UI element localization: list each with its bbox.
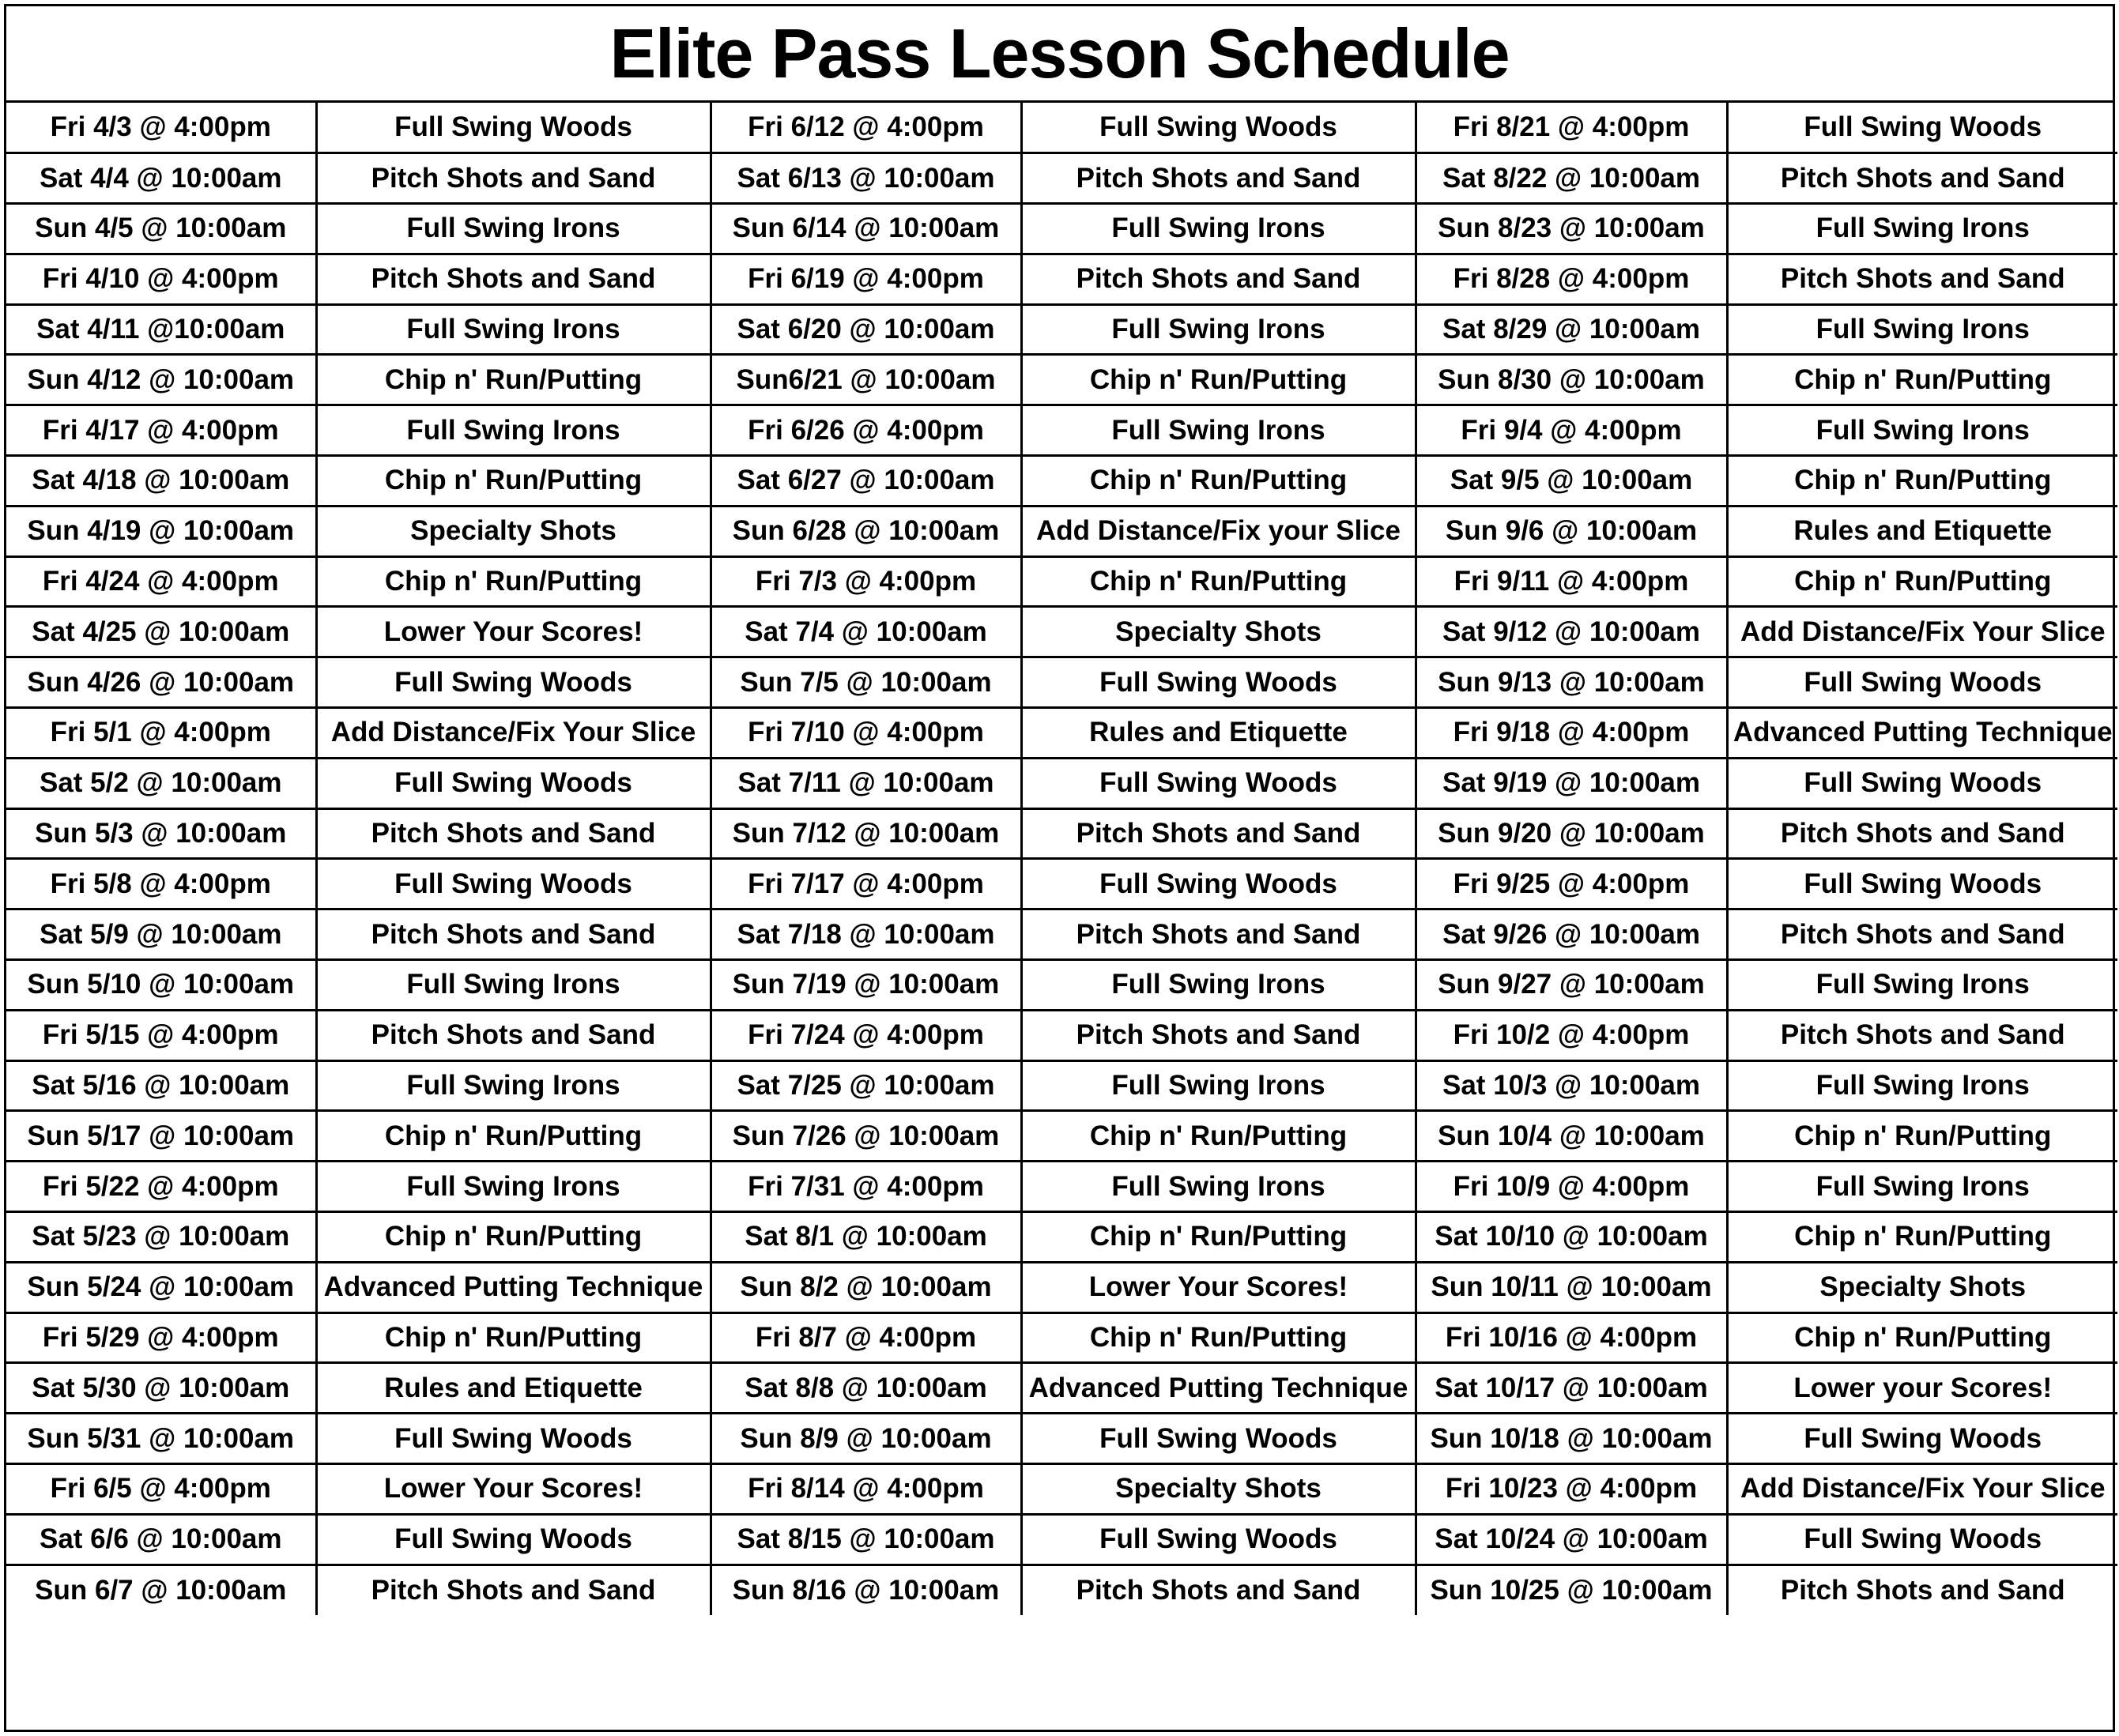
lesson-date-cell: Sat 9/5 @ 10:00am [1416, 456, 1727, 506]
lesson-date-cell: Sat 4/18 @ 10:00am [6, 456, 316, 506]
lesson-topic-cell: Chip n' Run/Putting [1727, 1111, 2117, 1162]
table-row [6, 556, 2117, 607]
lesson-date-cell: Sat 6/13 @ 10:00am [711, 153, 1021, 204]
lesson-topic-cell: Full Swing Irons [1727, 304, 2117, 355]
lesson-date-cell: Sat 10/24 @ 10:00am [1416, 1514, 1727, 1565]
lesson-date-cell: Sun 10/4 @ 10:00am [1416, 1111, 1727, 1162]
lesson-date-cell: Sat 4/4 @ 10:00am [6, 153, 316, 204]
table-row [6, 1111, 2117, 1162]
lesson-topic-cell: Specialty Shots [1021, 1464, 1416, 1515]
lesson-date-cell: Sun 10/25 @ 10:00am [1416, 1565, 1727, 1615]
schedule-title: Elite Pass Lesson Schedule [6, 6, 2113, 103]
lesson-date-cell: Fri 6/5 @ 4:00pm [6, 1464, 316, 1515]
lesson-topic-cell: Pitch Shots and Sand [1727, 254, 2117, 304]
table-row [6, 859, 2117, 909]
lesson-date-cell: Sat 8/1 @ 10:00am [711, 1212, 1021, 1263]
lesson-topic-cell: Full Swing Woods [1727, 1514, 2117, 1565]
table-row [6, 1414, 2117, 1464]
lesson-topic-cell: Full Swing Irons [1021, 1060, 1416, 1111]
lesson-date-cell: Sat 8/8 @ 10:00am [711, 1363, 1021, 1414]
lesson-topic-cell: Full Swing Woods [1021, 657, 1416, 708]
lesson-topic-cell: Lower your Scores! [1727, 1363, 2117, 1414]
lesson-topic-cell: Chip n' Run/Putting [316, 556, 711, 607]
lesson-topic-cell: Full Swing Woods [316, 657, 711, 708]
lesson-topic-cell: Chip n' Run/Putting [1021, 1111, 1416, 1162]
lesson-date-cell: Sat 5/30 @ 10:00am [6, 1363, 316, 1414]
table-row [6, 254, 2117, 304]
table-row [6, 355, 2117, 405]
lesson-topic-cell: Full Swing Irons [1021, 204, 1416, 254]
lesson-date-cell: Sun 9/27 @ 10:00am [1416, 960, 1727, 1011]
lesson-date-cell: Fri 5/8 @ 4:00pm [6, 859, 316, 909]
lesson-topic-cell: Chip n' Run/Putting [1727, 355, 2117, 405]
schedule-table [6, 103, 2117, 1615]
lesson-topic-cell: Pitch Shots and Sand [1727, 1565, 2117, 1615]
lesson-topic-cell: Specialty Shots [1021, 607, 1416, 657]
lesson-date-cell: Fri 7/10 @ 4:00pm [711, 708, 1021, 759]
lesson-date-cell: Fri 8/7 @ 4:00pm [711, 1312, 1021, 1363]
lesson-topic-cell: Full Swing Irons [1727, 1162, 2117, 1212]
lesson-topic-cell: Full Swing Woods [316, 103, 711, 153]
lesson-date-cell: Fri 7/17 @ 4:00pm [711, 859, 1021, 909]
lesson-topic-cell: Full Swing Woods [1021, 1414, 1416, 1464]
lesson-date-cell: Sat 9/19 @ 10:00am [1416, 758, 1727, 808]
lesson-date-cell: Fri 10/2 @ 4:00pm [1416, 1010, 1727, 1060]
lesson-date-cell: Fri 5/1 @ 4:00pm [6, 708, 316, 759]
lesson-date-cell: Fri 6/12 @ 4:00pm [711, 103, 1021, 153]
lesson-date-cell: Sun 7/12 @ 10:00am [711, 808, 1021, 859]
lesson-topic-cell: Pitch Shots and Sand [1021, 1565, 1416, 1615]
lesson-date-cell: Sun 8/23 @ 10:00am [1416, 204, 1727, 254]
lesson-topic-cell: Rules and Etiquette [1727, 506, 2117, 556]
lesson-date-cell: Sat 7/18 @ 10:00am [711, 909, 1021, 960]
lesson-topic-cell: Full Swing Woods [316, 1414, 711, 1464]
lesson-topic-cell: Chip n' Run/Putting [1727, 1312, 2117, 1363]
lesson-topic-cell: Lower Your Scores! [1021, 1262, 1416, 1312]
lesson-date-cell: Fri 9/4 @ 4:00pm [1416, 405, 1727, 456]
lesson-date-cell: Sun 4/5 @ 10:00am [6, 204, 316, 254]
lesson-date-cell: Fri 4/24 @ 4:00pm [6, 556, 316, 607]
lesson-date-cell: Sat 6/27 @ 10:00am [711, 456, 1021, 506]
lesson-date-cell: Sun 4/26 @ 10:00am [6, 657, 316, 708]
lesson-topic-cell: Full Swing Irons [316, 304, 711, 355]
table-row [6, 153, 2117, 204]
lesson-date-cell: Sat 9/12 @ 10:00am [1416, 607, 1727, 657]
lesson-topic-cell: Pitch Shots and Sand [316, 254, 711, 304]
lesson-date-cell: Sun 10/18 @ 10:00am [1416, 1414, 1727, 1464]
lesson-topic-cell: Full Swing Irons [1021, 304, 1416, 355]
lesson-topic-cell: Full Swing Irons [1021, 960, 1416, 1011]
lesson-topic-cell: Full Swing Woods [1727, 1414, 2117, 1464]
lesson-date-cell: Fri 8/14 @ 4:00pm [711, 1464, 1021, 1515]
lesson-date-cell: Sun 5/10 @ 10:00am [6, 960, 316, 1011]
table-row [6, 1363, 2117, 1414]
lesson-topic-cell: Pitch Shots and Sand [316, 1010, 711, 1060]
lesson-date-cell: Fri 9/18 @ 4:00pm [1416, 708, 1727, 759]
lesson-topic-cell: Chip n' Run/Putting [1021, 355, 1416, 405]
lesson-topic-cell: Full Swing Woods [1021, 859, 1416, 909]
lesson-topic-cell: Specialty Shots [316, 506, 711, 556]
lesson-date-cell: Sat 8/22 @ 10:00am [1416, 153, 1727, 204]
lesson-topic-cell: Chip n' Run/Putting [1021, 456, 1416, 506]
lesson-topic-cell: Pitch Shots and Sand [1021, 1010, 1416, 1060]
lesson-date-cell: Sun 6/14 @ 10:00am [711, 204, 1021, 254]
lesson-date-cell: Sun6/21 @ 10:00am [711, 355, 1021, 405]
lesson-topic-cell: Full Swing Woods [1727, 758, 2117, 808]
lesson-date-cell: Fri 10/16 @ 4:00pm [1416, 1312, 1727, 1363]
lesson-topic-cell: Chip n' Run/Putting [1021, 1212, 1416, 1263]
lesson-date-cell: Sat 5/23 @ 10:00am [6, 1212, 316, 1263]
table-row [6, 405, 2117, 456]
lesson-date-cell: Sat 10/3 @ 10:00am [1416, 1060, 1727, 1111]
lesson-date-cell: Sat 7/4 @ 10:00am [711, 607, 1021, 657]
lesson-topic-cell: Full Swing Irons [316, 204, 711, 254]
lesson-topic-cell: Full Swing Woods [1727, 657, 2117, 708]
lesson-date-cell: Fri 9/11 @ 4:00pm [1416, 556, 1727, 607]
lesson-date-cell: Sun 6/28 @ 10:00am [711, 506, 1021, 556]
lesson-topic-cell: Lower Your Scores! [316, 607, 711, 657]
table-row [6, 1262, 2117, 1312]
lesson-topic-cell: Full Swing Irons [1727, 960, 2117, 1011]
lesson-topic-cell: Rules and Etiquette [1021, 708, 1416, 759]
lesson-topic-cell: Pitch Shots and Sand [1727, 808, 2117, 859]
lesson-date-cell: Sat 6/6 @ 10:00am [6, 1514, 316, 1565]
lesson-date-cell: Fri 4/17 @ 4:00pm [6, 405, 316, 456]
lesson-date-cell: Sun 5/17 @ 10:00am [6, 1111, 316, 1162]
lesson-topic-cell: Advanced Putting Technique [1727, 708, 2117, 759]
lesson-topic-cell: Pitch Shots and Sand [1727, 153, 2117, 204]
lesson-topic-cell: Pitch Shots and Sand [316, 808, 711, 859]
lesson-date-cell: Sun 8/30 @ 10:00am [1416, 355, 1727, 405]
lesson-date-cell: Sat 6/20 @ 10:00am [711, 304, 1021, 355]
lesson-topic-cell: Chip n' Run/Putting [1727, 556, 2117, 607]
lesson-date-cell: Sat 5/2 @ 10:00am [6, 758, 316, 808]
lesson-topic-cell: Pitch Shots and Sand [1021, 808, 1416, 859]
lesson-date-cell: Sun 9/6 @ 10:00am [1416, 506, 1727, 556]
schedule-body [6, 103, 2117, 1615]
lesson-date-cell: Sat 4/25 @ 10:00am [6, 607, 316, 657]
lesson-date-cell: Sun 9/20 @ 10:00am [1416, 808, 1727, 859]
lesson-topic-cell: Pitch Shots and Sand [316, 153, 711, 204]
lesson-date-cell: Sat 10/17 @ 10:00am [1416, 1363, 1727, 1414]
table-row [6, 1212, 2117, 1263]
lesson-date-cell: Fri 6/19 @ 4:00pm [711, 254, 1021, 304]
lesson-topic-cell: Full Swing Irons [1727, 204, 2117, 254]
lesson-topic-cell: Full Swing Woods [316, 758, 711, 808]
lesson-topic-cell: Advanced Putting Technique [1021, 1363, 1416, 1414]
table-row [6, 103, 2117, 153]
lesson-date-cell: Fri 5/22 @ 4:00pm [6, 1162, 316, 1212]
table-row [6, 1010, 2117, 1060]
lesson-topic-cell: Full Swing Irons [1021, 1162, 1416, 1212]
lesson-date-cell: Fri 5/29 @ 4:00pm [6, 1312, 316, 1363]
lesson-date-cell: Fri 7/31 @ 4:00pm [711, 1162, 1021, 1212]
lesson-date-cell: Fri 10/23 @ 4:00pm [1416, 1464, 1727, 1515]
lesson-date-cell: Sun 8/16 @ 10:00am [711, 1565, 1021, 1615]
lesson-date-cell: Fri 6/26 @ 4:00pm [711, 405, 1021, 456]
lesson-date-cell: Sun 9/13 @ 10:00am [1416, 657, 1727, 708]
lesson-topic-cell: Pitch Shots and Sand [1021, 254, 1416, 304]
lesson-date-cell: Sun 10/11 @ 10:00am [1416, 1262, 1727, 1312]
lesson-date-cell: Sun 4/12 @ 10:00am [6, 355, 316, 405]
lesson-topic-cell: Full Swing Irons [316, 960, 711, 1011]
lesson-topic-cell: Add Distance/Fix Your Slice [1727, 1464, 2117, 1515]
schedule-sheet [4, 4, 2115, 1732]
lesson-date-cell: Sun 7/19 @ 10:00am [711, 960, 1021, 1011]
lesson-topic-cell: Specialty Shots [1727, 1262, 2117, 1312]
lesson-date-cell: Sun 8/9 @ 10:00am [711, 1414, 1021, 1464]
lesson-topic-cell: Chip n' Run/Putting [1021, 1312, 1416, 1363]
lesson-topic-cell: Chip n' Run/Putting [1727, 456, 2117, 506]
lesson-date-cell: Sun 4/19 @ 10:00am [6, 506, 316, 556]
lesson-date-cell: Fri 10/9 @ 4:00pm [1416, 1162, 1727, 1212]
lesson-date-cell: Sun 5/24 @ 10:00am [6, 1262, 316, 1312]
lesson-date-cell: Fri 4/10 @ 4:00pm [6, 254, 316, 304]
table-row [6, 304, 2117, 355]
table-row [6, 1060, 2117, 1111]
lesson-date-cell: Sat 7/11 @ 10:00am [711, 758, 1021, 808]
lesson-date-cell: Sun 7/5 @ 10:00am [711, 657, 1021, 708]
lesson-date-cell: Sat 9/26 @ 10:00am [1416, 909, 1727, 960]
lesson-date-cell: Sat 4/11 @10:00am [6, 304, 316, 355]
lesson-topic-cell: Pitch Shots and Sand [1727, 909, 2117, 960]
lesson-topic-cell: Full Swing Irons [316, 1060, 711, 1111]
lesson-topic-cell: Chip n' Run/Putting [1727, 1212, 2117, 1263]
lesson-date-cell: Fri 8/28 @ 4:00pm [1416, 254, 1727, 304]
lesson-topic-cell: Full Swing Irons [1727, 405, 2117, 456]
lesson-topic-cell: Chip n' Run/Putting [1021, 556, 1416, 607]
lesson-topic-cell: Full Swing Woods [1021, 103, 1416, 153]
lesson-topic-cell: Full Swing Woods [1021, 1514, 1416, 1565]
lesson-topic-cell: Add Distance/Fix your Slice [1021, 506, 1416, 556]
lesson-date-cell: Sat 5/16 @ 10:00am [6, 1060, 316, 1111]
lesson-topic-cell: Full Swing Woods [1727, 859, 2117, 909]
lesson-topic-cell: Full Swing Irons [316, 1162, 711, 1212]
lesson-date-cell: Sat 5/9 @ 10:00am [6, 909, 316, 960]
lesson-topic-cell: Add Distance/Fix Your Slice [316, 708, 711, 759]
lesson-topic-cell: Pitch Shots and Sand [316, 1565, 711, 1615]
lesson-date-cell: Fri 7/3 @ 4:00pm [711, 556, 1021, 607]
lesson-topic-cell: Full Swing Woods [316, 859, 711, 909]
table-row [6, 1464, 2117, 1515]
table-row [6, 1565, 2117, 1615]
table-row [6, 909, 2117, 960]
table-row [6, 657, 2117, 708]
lesson-date-cell: Sun 6/7 @ 10:00am [6, 1565, 316, 1615]
lesson-topic-cell: Full Swing Irons [1727, 1060, 2117, 1111]
lesson-topic-cell: Add Distance/Fix Your Slice [1727, 607, 2117, 657]
table-row [6, 708, 2117, 759]
table-row [6, 1162, 2117, 1212]
lesson-topic-cell: Pitch Shots and Sand [1021, 153, 1416, 204]
lesson-topic-cell: Chip n' Run/Putting [316, 1212, 711, 1263]
table-row [6, 607, 2117, 657]
lesson-date-cell: Sun 8/2 @ 10:00am [711, 1262, 1021, 1312]
table-row [6, 1514, 2117, 1565]
lesson-topic-cell: Full Swing Irons [1021, 405, 1416, 456]
lesson-date-cell: Sun 5/3 @ 10:00am [6, 808, 316, 859]
table-row [6, 456, 2117, 506]
lesson-date-cell: Sun 5/31 @ 10:00am [6, 1414, 316, 1464]
table-row [6, 960, 2117, 1011]
lesson-date-cell: Sat 8/29 @ 10:00am [1416, 304, 1727, 355]
lesson-date-cell: Fri 4/3 @ 4:00pm [6, 103, 316, 153]
lesson-date-cell: Sat 8/15 @ 10:00am [711, 1514, 1021, 1565]
table-row [6, 506, 2117, 556]
lesson-topic-cell: Chip n' Run/Putting [316, 456, 711, 506]
lesson-topic-cell: Pitch Shots and Sand [1727, 1010, 2117, 1060]
lesson-date-cell: Fri 5/15 @ 4:00pm [6, 1010, 316, 1060]
lesson-topic-cell: Full Swing Irons [316, 405, 711, 456]
lesson-date-cell: Sun 7/26 @ 10:00am [711, 1111, 1021, 1162]
lesson-topic-cell: Lower Your Scores! [316, 1464, 711, 1515]
lesson-date-cell: Fri 7/24 @ 4:00pm [711, 1010, 1021, 1060]
lesson-topic-cell: Full Swing Woods [1727, 103, 2117, 153]
lesson-topic-cell: Rules and Etiquette [316, 1363, 711, 1414]
lesson-topic-cell: Chip n' Run/Putting [316, 1312, 711, 1363]
table-row [6, 758, 2117, 808]
table-row [6, 1312, 2117, 1363]
lesson-topic-cell: Pitch Shots and Sand [316, 909, 711, 960]
lesson-date-cell: Sat 7/25 @ 10:00am [711, 1060, 1021, 1111]
lesson-topic-cell: Advanced Putting Technique [316, 1262, 711, 1312]
lesson-topic-cell: Full Swing Woods [316, 1514, 711, 1565]
table-row [6, 204, 2117, 254]
lesson-topic-cell: Chip n' Run/Putting [316, 1111, 711, 1162]
lesson-date-cell: Fri 9/25 @ 4:00pm [1416, 859, 1727, 909]
lesson-topic-cell: Full Swing Woods [1021, 758, 1416, 808]
lesson-topic-cell: Chip n' Run/Putting [316, 355, 711, 405]
lesson-date-cell: Sat 10/10 @ 10:00am [1416, 1212, 1727, 1263]
lesson-date-cell: Fri 8/21 @ 4:00pm [1416, 103, 1727, 153]
table-row [6, 808, 2117, 859]
lesson-topic-cell: Pitch Shots and Sand [1021, 909, 1416, 960]
